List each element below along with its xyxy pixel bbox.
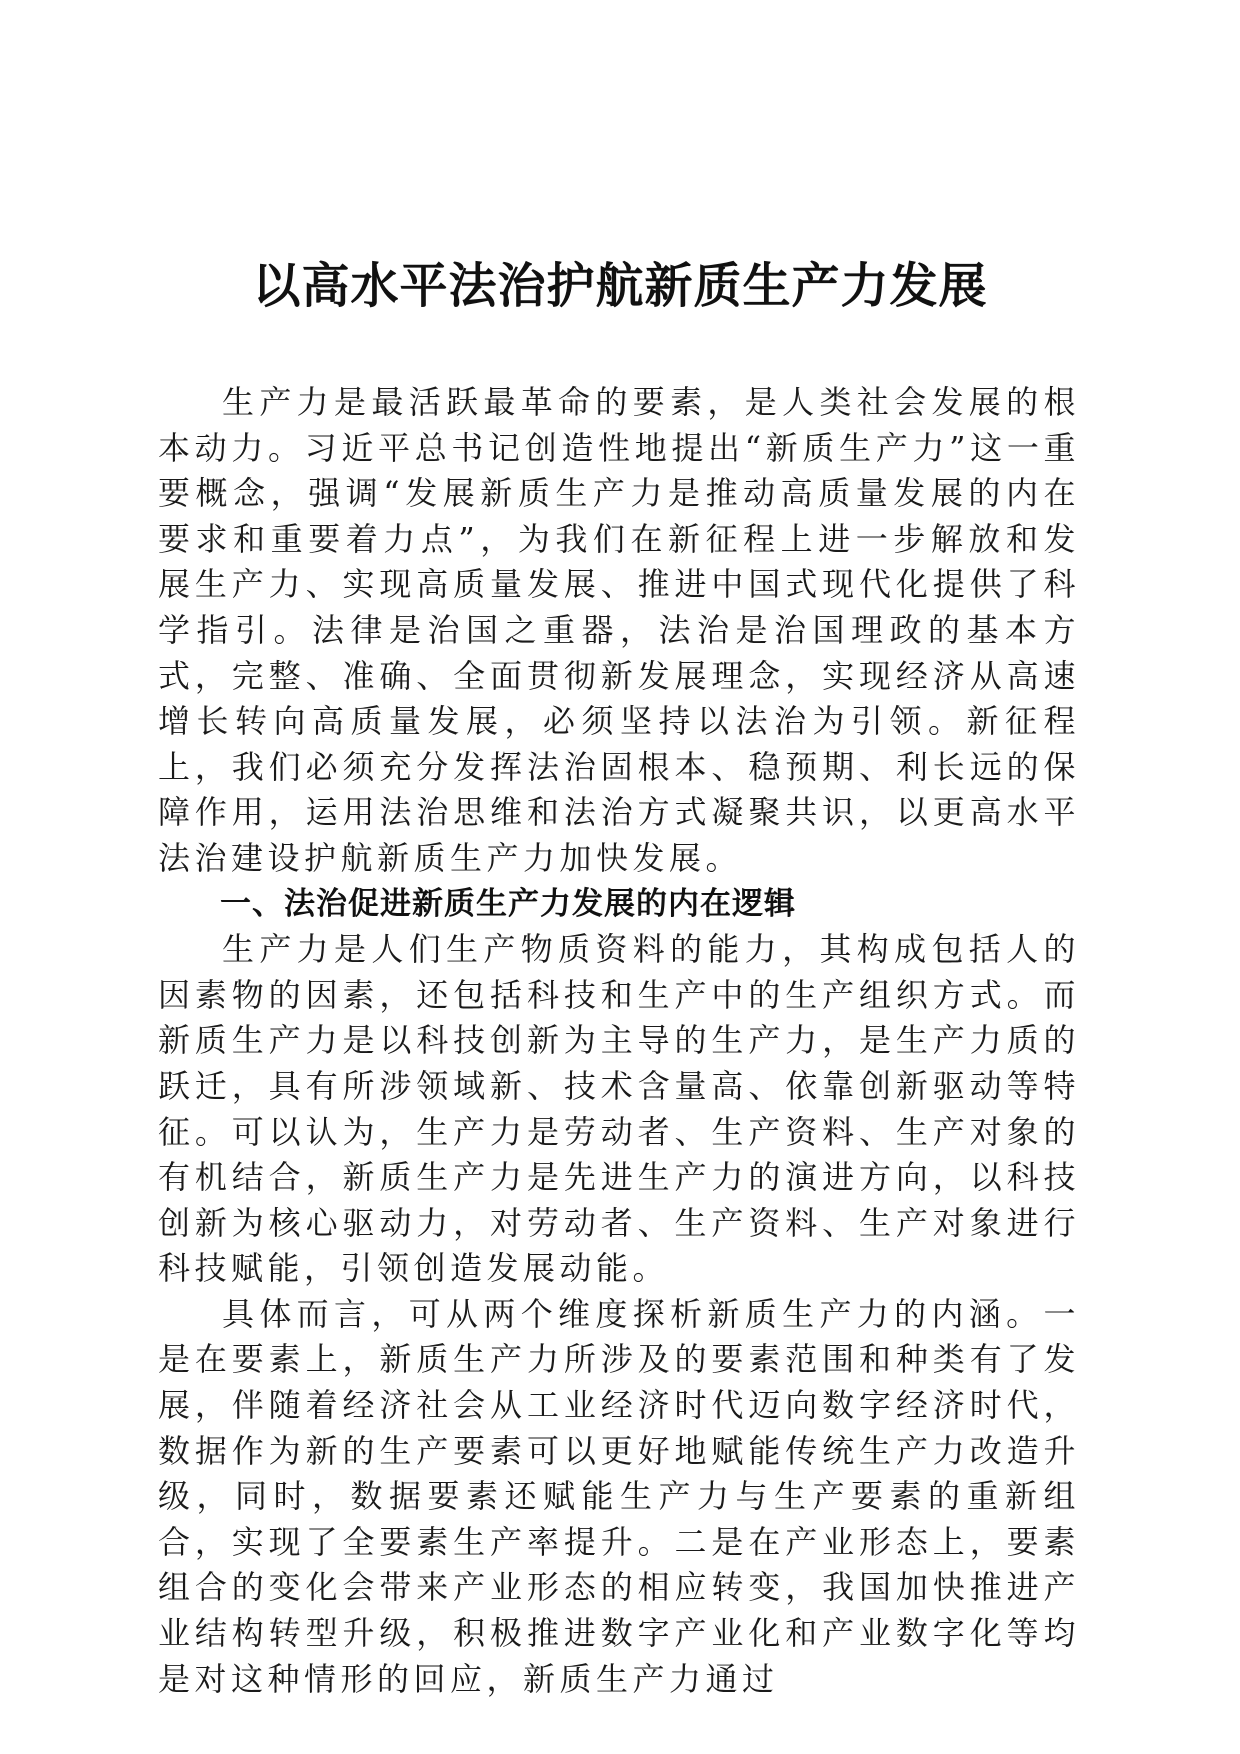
document-title: 以高水平法治护航新质生产力发展 — [252, 258, 988, 314]
intro-paragraph: 生产力是最活跃最革命的要素，是人类社会发展的根本动力。习近平总书记创造性地提出“新质生产力”这一重要概念，强调“发展新质生产力是推动高质量发展的内在要求和重要着力点”，为我们在新征程上进一步解放和发展生产力、实现高质量发展、推进中国式现代化提供了科学指引。法律是治国之重器，法治是治国理政的基本方式，完整、准确、全面贯彻新发展理念，实现经济从高速增长转向高质量发展，必须坚持以法治为引领。新征程上，我们必须充分发挥法治固根本、稳预期、利长远的保障作用，运用法治思维和法治方式凝聚共识，以更高水平法治建设护航新质生产力加快发展。 — [158, 383, 1080, 877]
section-heading: 一、法治促进新质生产力发展的内在逻辑 — [220, 885, 796, 922]
document-body — [158, 380, 1080, 1702]
body-paragraph: 生产力是人们生产物质资料的能力，其构成包括人的因素物的因素，还包括科技和生产中的生产组织方式。而新质生产力是以科技创新为主导的生产力，是生产力质的跃迁，具有所涉领域新、技术含量高、依靠创新驱动等特征。可以认为，生产力是劳动者、生产资料、生产对象的有机结合，新质生产力是先进生产力的演进方向，以科技创新为核心驱动力，对劳动者、生产资料、生产对象进行科技赋能，引领创造发展动能。 — [158, 930, 1080, 1288]
body-paragraph: 具体而言，可从两个维度探析新质生产力的内涵。一是在要素上，新质生产力所涉及的要素范围和种类有了发展，伴随着经济社会从工业经济时代迈向数字经济时代，数据作为新的生产要素可以更好地赋能传统生产力改造升级，同时，数据要素还赋能生产力与生产要素的重新组合，实现了全要素生产率提升。二是在产业形态上，要素组合的变化会带来产业形态的相应转变，我国加快推进产业结构转型升级，积极推进数字产业化和产业数字化等均是对这种情形的回应，新质生产力通过 — [158, 1294, 1080, 1698]
